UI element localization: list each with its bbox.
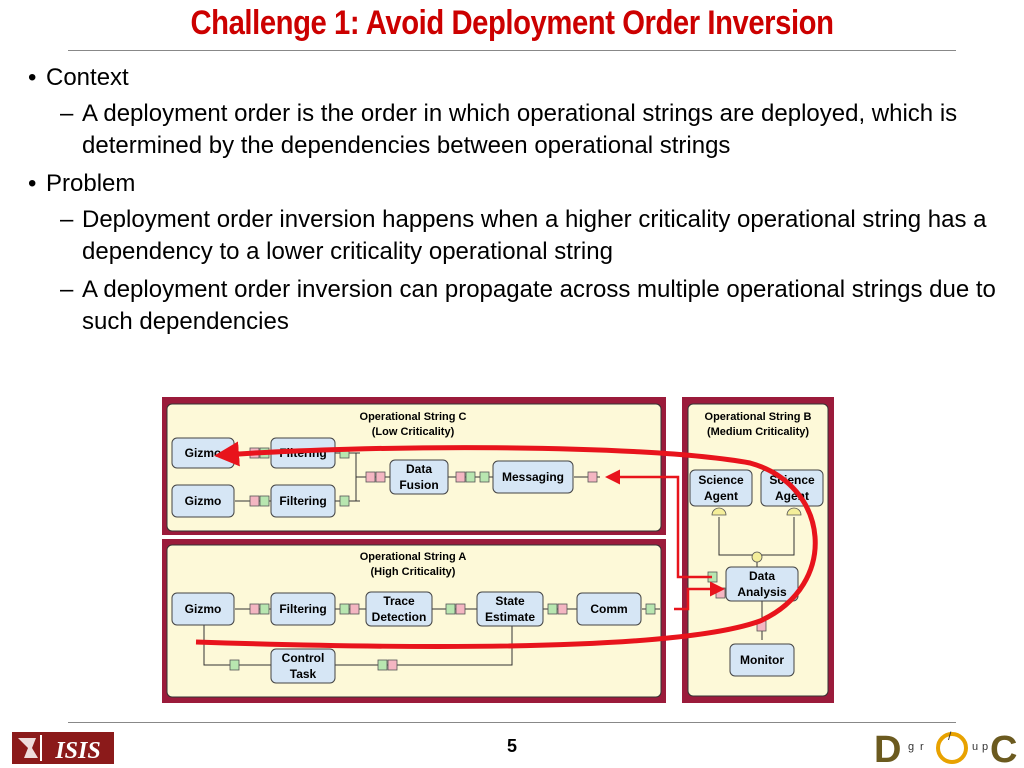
bullet-problem: • Problem	[28, 168, 1013, 200]
svg-text:Control: Control	[281, 651, 325, 665]
string-b-science-agent-1	[690, 470, 752, 506]
string-b-monitor	[730, 644, 794, 676]
doc-logo-small-g: g	[908, 741, 915, 753]
string-a-subtitle: (High Criticality)	[370, 566, 456, 578]
string-a-trace-detection	[366, 592, 432, 626]
svg-text:Filtering: Filtering	[279, 602, 327, 616]
sub-bullet-context-1	[28, 98, 1013, 162]
svg-text:Gizmo: Gizmo	[184, 446, 222, 460]
isis-logo	[12, 730, 116, 766]
bullet-list	[28, 62, 1013, 344]
svg-text:Science: Science	[698, 473, 744, 487]
sub-bullet-problem-2	[28, 274, 1013, 338]
slide-title: Challenge 1: Avoid Deployment Order Inversion	[190, 4, 834, 42]
sub-bullet-text: Deployment order inversion happens when a higher criticality operational string has a dependency to a lower criticality operational string	[82, 206, 987, 265]
svg-text:Estimate: Estimate	[484, 610, 536, 624]
svg-text:Messaging: Messaging	[501, 470, 565, 484]
svg-text:Data: Data	[405, 462, 433, 476]
doc-logo-letter-c: C	[990, 729, 1018, 768]
svg-text:Task: Task	[289, 667, 317, 681]
string-c-messaging	[493, 461, 573, 493]
isis-logo-text: ISIS	[55, 738, 101, 764]
svg-text:Detection: Detection	[371, 610, 427, 624]
string-a-control-task	[271, 649, 335, 683]
svg-text:Gizmo: Gizmo	[184, 602, 222, 616]
svg-text:Fusion: Fusion	[399, 478, 439, 492]
doc-logo-letter-d: D	[874, 729, 902, 768]
sub-bullet-text: A deployment order is the order in which operational strings are deployed, which is determined by the dependencies between operational strings	[82, 100, 958, 159]
string-c-gizmo-2	[172, 485, 234, 517]
string-c-filtering-2	[271, 485, 335, 517]
string-c-title: Operational String C	[359, 411, 467, 423]
string-a-state-estimate	[477, 592, 543, 626]
doc-logo-slash: /	[948, 729, 952, 743]
footer-divider	[68, 722, 956, 723]
svg-text:State: State	[495, 594, 525, 608]
svg-text:Comm: Comm	[590, 602, 628, 616]
title-divider	[68, 50, 956, 51]
deployment-diagram	[160, 395, 840, 707]
string-c-subtitle: (Low Criticality)	[371, 426, 455, 438]
sub-bullet-text: A deployment order inversion can propagate across multiple operational strings due to such dependencies	[82, 276, 996, 335]
doc-logo-small-p: p	[982, 741, 989, 753]
svg-text:Gizmo: Gizmo	[184, 494, 222, 508]
string-b-title: Operational String B	[704, 411, 812, 423]
string-c-data-fusion	[390, 460, 448, 494]
string-a-filtering	[271, 593, 335, 625]
doc-logo-small-u: u	[972, 741, 979, 753]
sub-bullet-problem-1	[28, 204, 1013, 268]
svg-text:Filtering: Filtering	[279, 446, 327, 460]
svg-text:Science: Science	[769, 473, 815, 487]
svg-text:Trace: Trace	[383, 594, 415, 608]
dash-marker: –	[60, 100, 74, 127]
doc-group-logo	[872, 726, 1022, 768]
svg-text:Analysis: Analysis	[737, 585, 787, 599]
string-a-gizmo	[172, 593, 234, 625]
svg-text:Agent: Agent	[775, 489, 809, 503]
svg-text:Monitor: Monitor	[740, 653, 784, 667]
svg-text:Data: Data	[748, 569, 776, 583]
page-number: 5	[506, 736, 517, 756]
bullet-context: • Context	[28, 62, 1013, 94]
string-a-title: Operational String A	[359, 551, 467, 563]
svg-text:Agent: Agent	[704, 489, 738, 503]
dash-marker: –	[60, 276, 74, 303]
doc-logo-ring	[938, 734, 966, 762]
dash-marker: –	[60, 206, 74, 233]
doc-logo-letter-r: r	[920, 741, 924, 753]
string-b-subtitle: (Medium Criticality)	[706, 426, 810, 438]
svg-text:Filtering: Filtering	[279, 494, 327, 508]
string-a-comm	[577, 593, 641, 625]
string-b-data-analysis	[726, 567, 798, 601]
